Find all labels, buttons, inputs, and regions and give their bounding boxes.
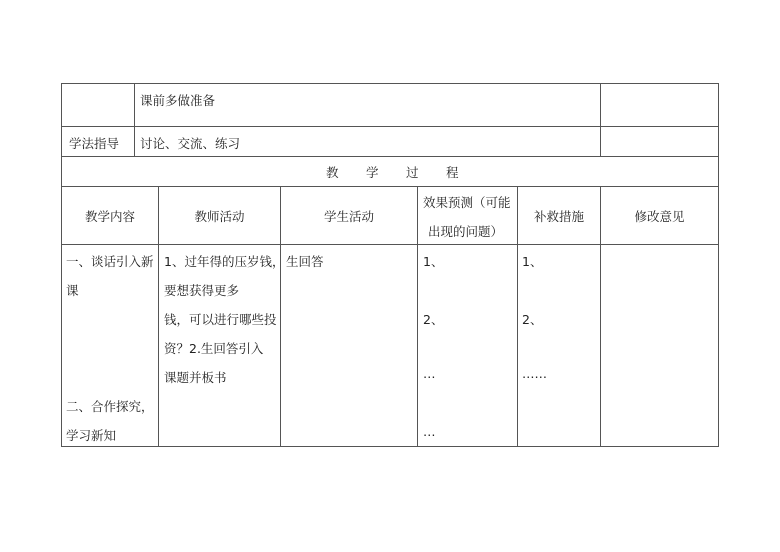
header-content: 教学内容 — [84, 209, 135, 224]
row2-label: 学法指导 — [69, 136, 120, 151]
remedy-line: …… — [522, 366, 547, 381]
student-line: 生回答 — [286, 254, 324, 269]
content-line: 二、合作探究， — [66, 399, 154, 414]
content-line: 课 — [66, 283, 79, 298]
teacher-line: 要想获得更多 — [164, 283, 240, 298]
section-title-char: 过 — [406, 165, 419, 180]
header-remedy: 补救措施 — [533, 209, 584, 224]
content-line: 一、谈话引入新 — [66, 254, 154, 269]
row2-content: 讨论、交流、练习 — [140, 136, 241, 151]
section-title-char: 学 — [366, 165, 379, 180]
section-title-char: 教 — [326, 165, 339, 180]
row1-content: 课前多做准备 — [140, 93, 216, 108]
effect-line: 1、 — [423, 254, 444, 269]
teacher-line: 课题并板书 — [164, 370, 227, 385]
teacher-line: 钱，可以进行哪些投 — [164, 312, 277, 327]
effect-line: 2、 — [423, 312, 444, 327]
teacher-line: 1、过年得的压岁钱， — [164, 254, 285, 269]
teacher-line: 资？2.生回答引入 — [164, 341, 264, 356]
header-effect-line2: 出现的问题） — [428, 224, 504, 239]
header-student: 学生活动 — [323, 209, 374, 224]
effect-line: … — [423, 424, 436, 439]
header-revise: 修改意见 — [634, 209, 685, 224]
section-title-char: 程 — [446, 165, 459, 180]
header-effect-line1: 效果预测（可能 — [423, 195, 511, 210]
content-line: 学习新知 — [66, 428, 117, 443]
remedy-line: 2、 — [522, 312, 543, 327]
remedy-line: 1、 — [522, 254, 543, 269]
header-teacher: 教师活动 — [194, 209, 245, 224]
effect-line: … — [423, 366, 436, 381]
